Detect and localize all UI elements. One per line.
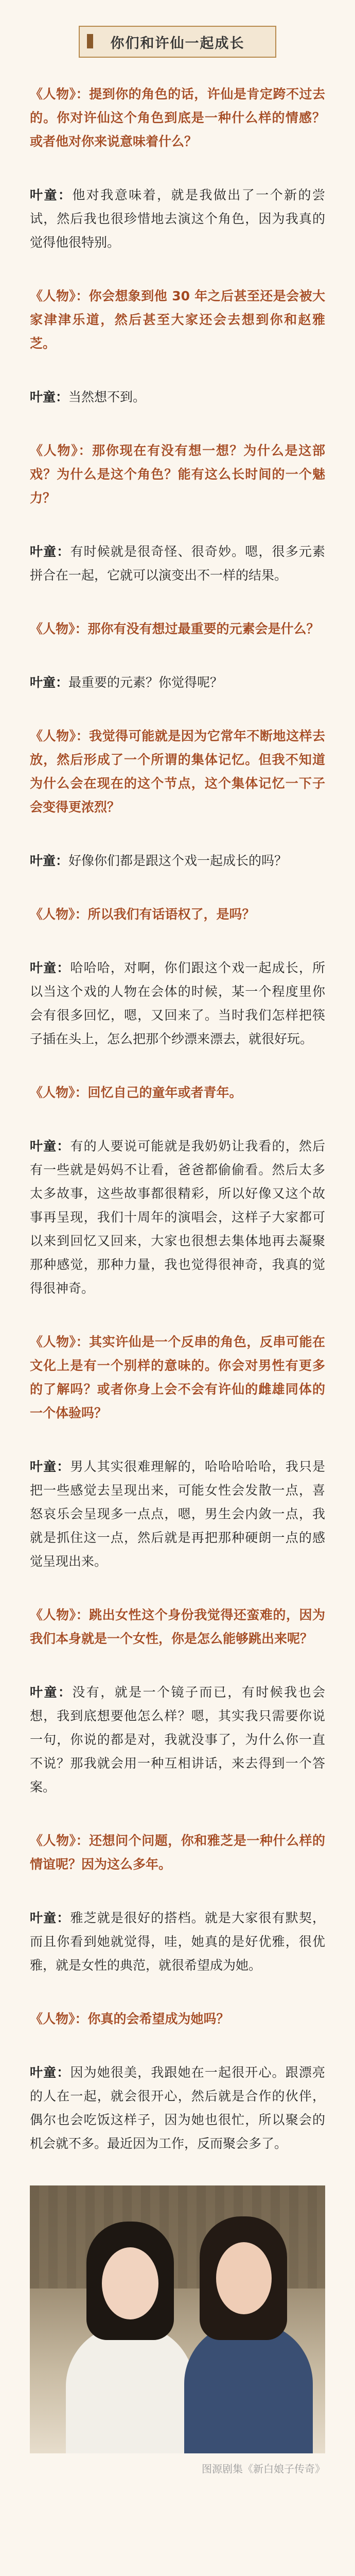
interview-question: 《人物》：你真的会希望成为她吗？	[30, 2011, 229, 2026]
answer-text: 男人其实很难理解的，哈哈哈哈哈，我只是把一些感觉去呈现出来，可能女性会发散一点，喜怒哀乐会呈现多一点点，嗯，男生会内敛一点，我就是抓住这一点，然后就是再把那种硬朗一点的感觉呈现出来。	[30, 1459, 325, 1569]
interview-answer	[30, 849, 325, 873]
answer-text: 好像你们都是跟这个戏一起成长的吗？	[68, 853, 288, 868]
answer-speaker: 叶童：	[30, 853, 69, 868]
answer-speaker: 叶童：	[30, 1139, 70, 1154]
answer-speaker: 叶童：	[30, 544, 70, 559]
interview-answer	[30, 956, 325, 1051]
interview-answer	[30, 671, 325, 694]
interview-answer	[30, 540, 325, 587]
answer-text: 最重要的元素？你觉得呢？	[68, 675, 223, 690]
answer-speaker: 叶童：	[30, 1910, 70, 1925]
photo-figure-left	[66, 2325, 194, 2453]
interview-answer	[30, 385, 325, 409]
answer-speaker: 叶童：	[30, 1685, 73, 1700]
interview-question: 《人物》：其实许仙是一个反串的角色，反串可能在文化上是有一个别样的意味的。你会对男性有更多的了解吗？或者你身上会不会有许仙的雌雄同体的一个体验吗？	[30, 1334, 325, 1420]
interview-question: 《人物》：回忆自己的童年或者青年。	[30, 1085, 242, 1100]
interview-question: 《人物》：所以我们有话语权了，是吗？	[30, 907, 255, 922]
interview-question: 《人物》：还想问个问题，你和雅芝是一种什么样的情谊呢？因为这么多年。	[30, 1833, 325, 1872]
answer-text: 当然想不到。	[68, 389, 146, 404]
interview-question: 《人物》：跳出女性这个身份我觉得还蛮难的，因为我们本身就是一个女性，你是怎么能够跳出来呢？	[30, 1607, 325, 1646]
interview-question: 《人物》：那你现在有没有想一想？为什么是这部戏？为什么是这个角色？能有这么长时间的一个魅力？	[30, 443, 325, 505]
section-title-bar	[79, 26, 276, 58]
answer-speaker: 叶童：	[30, 675, 69, 690]
photo-figure-right	[184, 2322, 313, 2453]
photo-figure-left-face	[102, 2247, 158, 2319]
answer-speaker: 叶童：	[30, 389, 69, 404]
interview-question: 《人物》：提到你的角色的话，许仙是肯定跨不过去的。你对许仙这个角色到底是一种什么样的情感？或者他对你来说意味着什么？	[30, 87, 325, 149]
answer-text: 他对我意味着，就是我做出了一个新的尝试，然后我也很珍惜地去演这个角色，因为我真的觉得他很特别。	[30, 188, 325, 250]
answer-speaker: 叶童：	[30, 1459, 70, 1474]
answer-speaker: 叶童：	[30, 2065, 70, 2080]
photo-figure-right-face	[216, 2242, 272, 2314]
answer-text: 有时候就是很奇怪、很奇妙。嗯，很多元素拼合在一起，它就可以演变出不一样的结果。	[30, 544, 325, 583]
answer-text: 哈哈哈，对啊，你们跟这个戏一起成长，所以当这个戏的人物在会体的时候，某一个程度里你会有很多回忆，嗯，又回来了。当时我们怎样把筷子插在头上，怎么把那个纱漂来漂去，就很好玩。	[30, 960, 325, 1046]
interview-question: 《人物》：你会想象到他 30 年之后甚至还是会被大家津津乐道，然后甚至大家还会去想到你和赵雅芝。	[30, 289, 325, 351]
interview-answer	[30, 1134, 325, 1300]
drama-still-photo	[30, 2185, 325, 2453]
answer-text: 有的人要说可能就是我奶奶让我看的，然后有一些就是妈妈不让看，爸爸都偷偷看。然后太多太多故事，这些故事都很精彩，所以好像又这个故事再呈现，我们十周年的演唱会，这样子大家都可以来到回忆又回来，大家也很想去集体地再去凝聚那种感觉，那种力量，我也觉得很神奇，我真的觉得很神奇。	[30, 1139, 325, 1296]
interview-question: 《人物》：那你有没有想过最重要的元素会是什么？	[30, 621, 319, 636]
section-title: 你们和许仙一起成长	[110, 35, 245, 52]
qa-list	[30, 82, 325, 2156]
interview-answer	[30, 1455, 325, 1573]
title-marker-icon	[87, 34, 93, 48]
interview-answer	[30, 1681, 325, 1799]
interview-question: 《人物》：我觉得可能就是因为它常年不断地这样去放，然后形成了一个所谓的集体记忆。但我不知道为什么会在现在的这个节点，这个集体记忆一下子会变得更浓烈？	[30, 728, 325, 815]
interview-answer	[30, 2061, 325, 2156]
photo-caption: 图源剧集《新白娘子传奇》	[202, 2463, 325, 2475]
answer-text: 雅芝就是很好的搭档。就是大家很有默契，而且你看到她就觉得，哇，她真的是好优雅，很优雅，就是女性的典范，就很希望成为她。	[30, 1910, 325, 1973]
answer-speaker: 叶童：	[30, 188, 73, 202]
interview-answer	[30, 183, 325, 255]
answer-text: 因为她很美，我跟她在一起很开心。跟漂亮的人在一起，就会很开心，然后就是合作的伙伴，偶尔也会吃饭这样子，因为她也很忙，所以聚会的机会就不多。最近因为工作，反而聚会多了。	[30, 2065, 325, 2151]
interview-answer	[30, 1906, 325, 1977]
answer-text: 没有，就是一个镜子而已，有时候我也会想，我到底想要他怎么样？嗯，其实我只需要你说一句，你说的都是对，我就没事了，为什么你一直不说？那我就会用一种互相讲话，来去得到一个答案。	[30, 1685, 325, 1794]
answer-speaker: 叶童：	[30, 960, 70, 975]
